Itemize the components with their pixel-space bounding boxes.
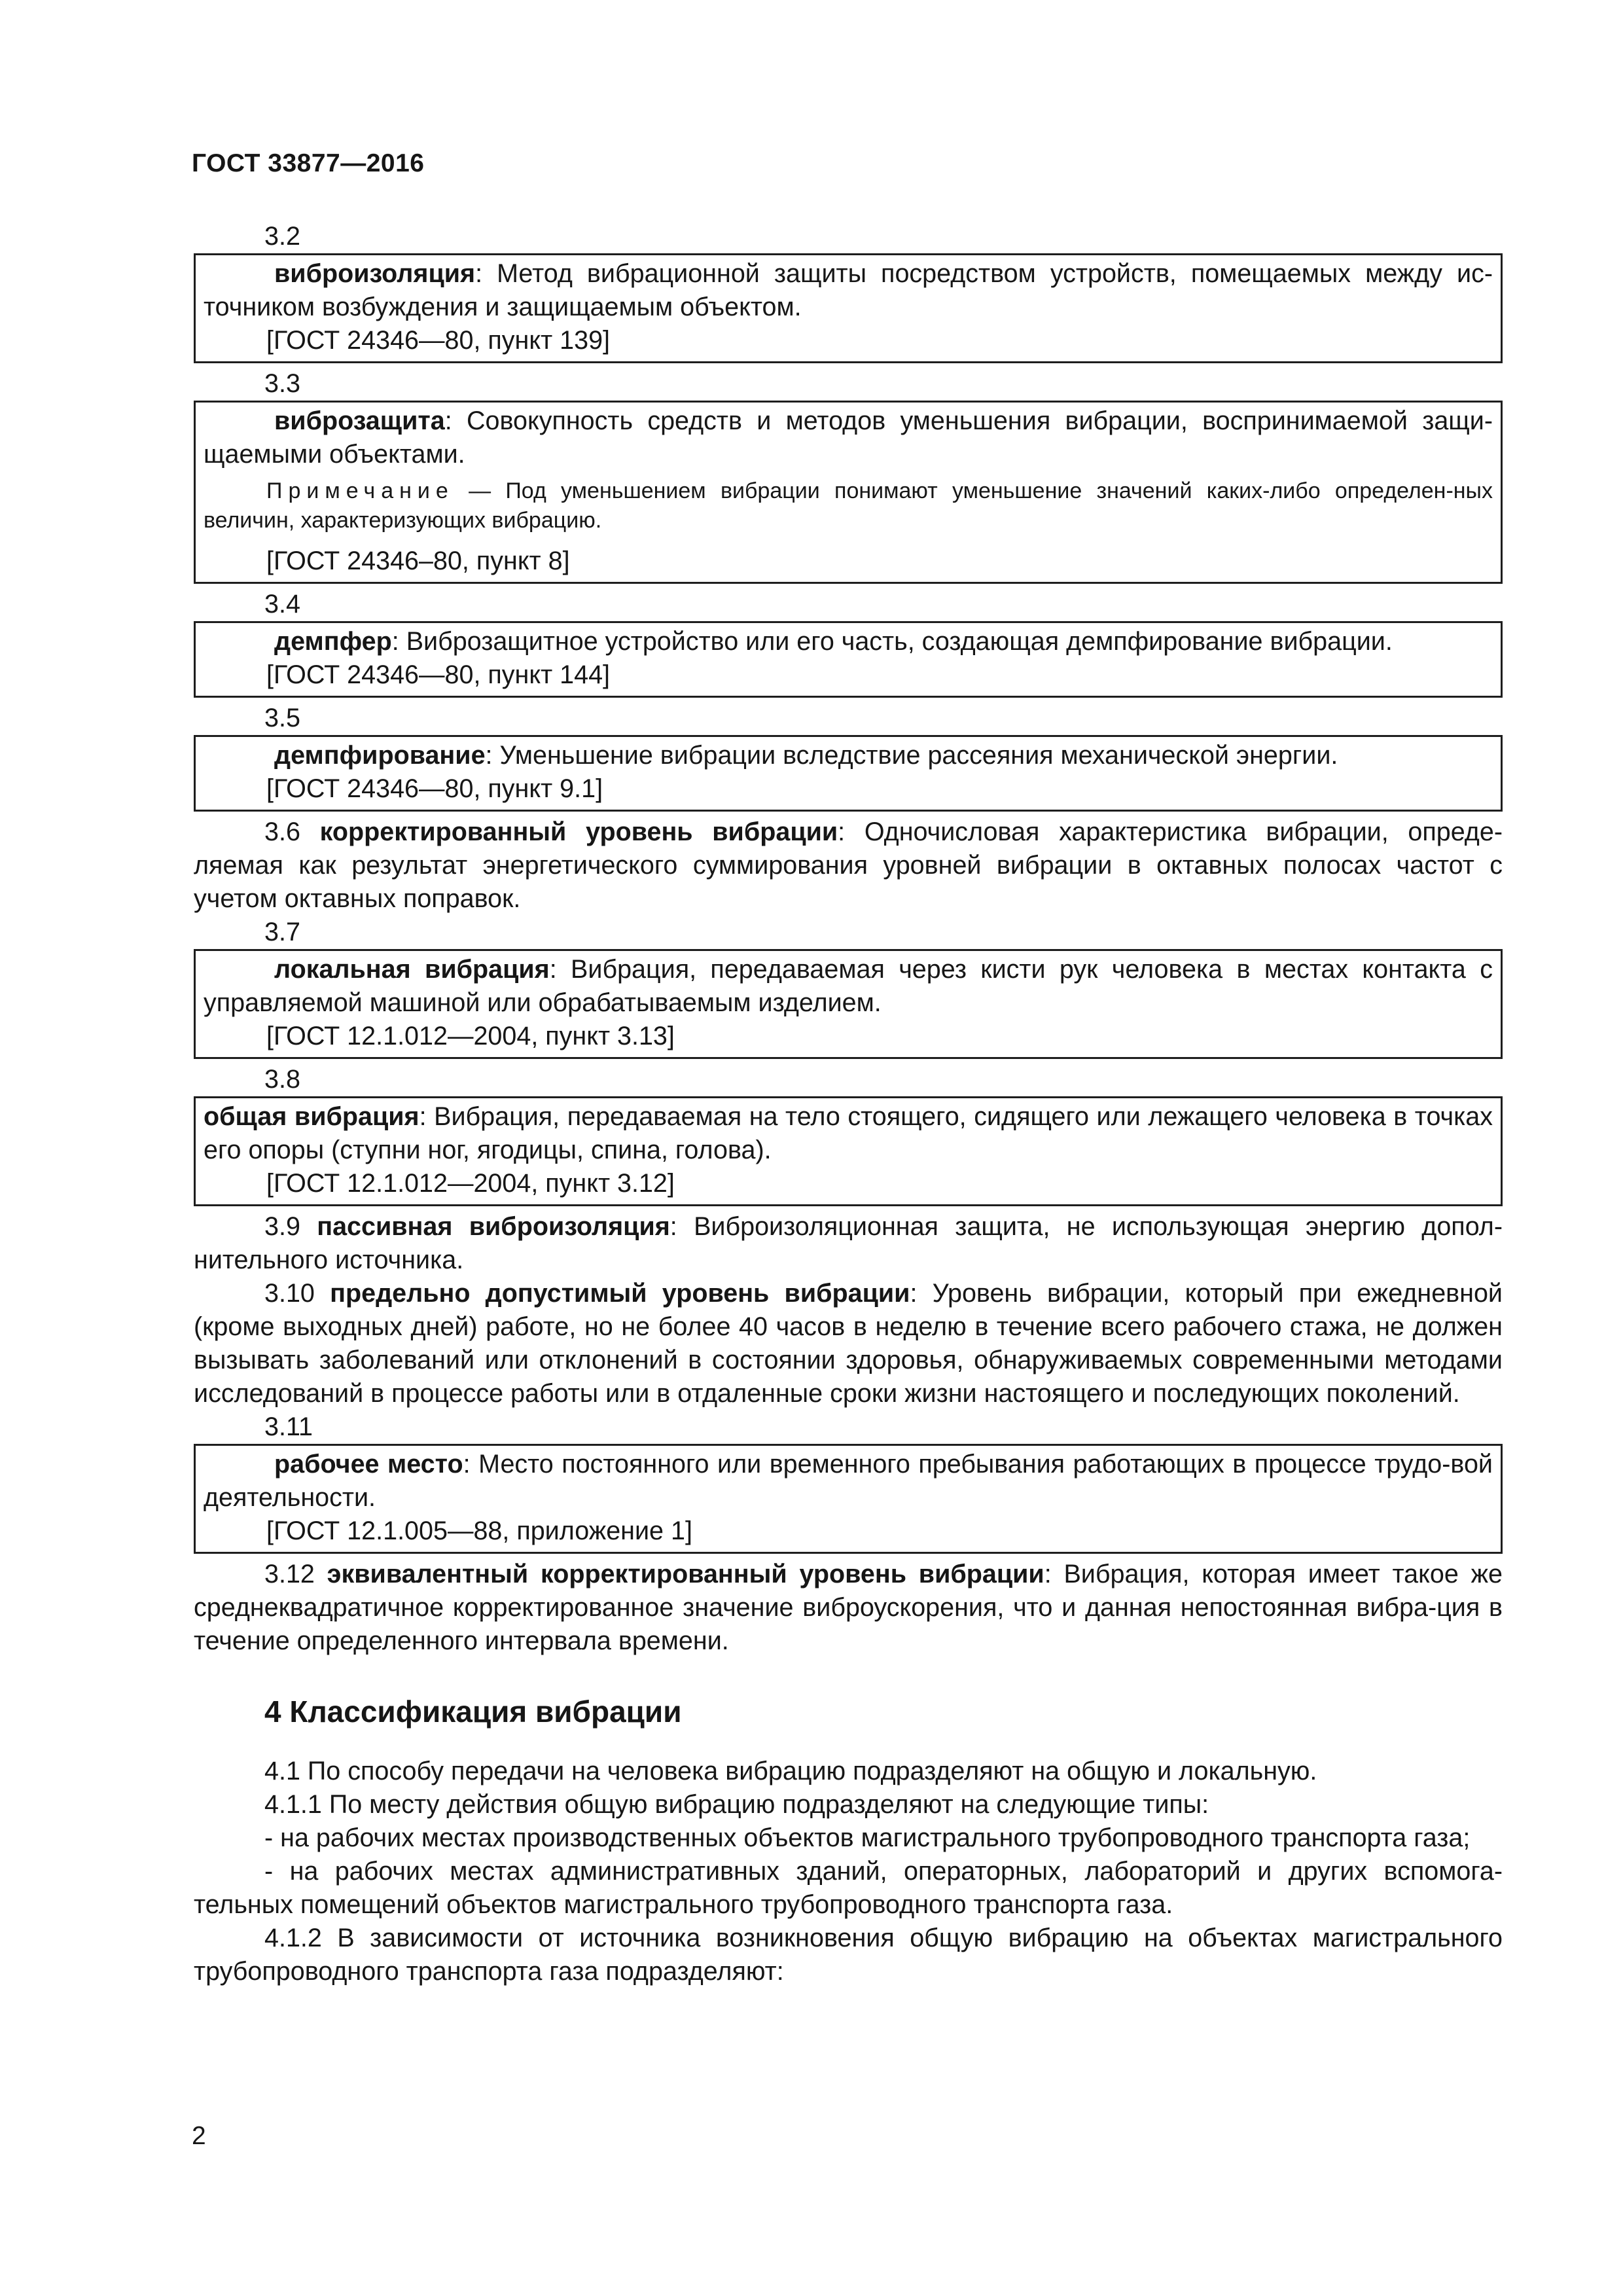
definition-term: демпфирование [274, 741, 486, 770]
definition-box [194, 1444, 1503, 1554]
definition-text: локальная вибрация: Вибрация, передаваемая через кисти рук человека в местах контакта с управляемой машиной или обрабатываемым изделием. [204, 955, 1493, 1017]
definition-paragraph: 3.12 эквивалентный корректированный уровень вибрации: Вибрация, которая имеет такое же среднеквадратичное корректированное значение виброускорения, что и данная непостоянная вибра-ция в течение определенного интервала времени. [194, 1560, 1503, 1655]
definition-source: [ГОСТ 12.1.012—2004, пункт 3.13] [266, 1022, 675, 1050]
definition-term: виброизоляция [274, 259, 476, 288]
definition-paragraph: 3.6 корректированный уровень вибрации: Одночисловая характеристика вибрации, опреде-ляемая как результат энергетического суммирования уровней вибрации в октавных полосах частот с учетом октавных поправок. [194, 817, 1503, 913]
page-number: 2 [192, 2122, 206, 2150]
definition-box [194, 1096, 1503, 1206]
document-header: ГОСТ 33877—2016 [192, 149, 425, 177]
definition-number: 3.11 [264, 1412, 313, 1441]
list-item: - на рабочих местах административных зданий, операторных, лабораторий и других вспомога-тельных помещений объектов магистрального трубопроводного транспорта газа. [194, 1857, 1503, 1919]
definition-number: 3.4 [264, 590, 300, 619]
definition-box [194, 253, 1503, 363]
definition-source: [ГОСТ 24346—80, пункт 9.1] [266, 774, 603, 803]
definition-source: [ГОСТ 12.1.012—2004, пункт 3.12] [266, 1169, 675, 1198]
definition-number: 3.5 [264, 704, 300, 732]
definition-number: 3.8 [264, 1065, 300, 1094]
definition-term: корректированный уровень вибрации [319, 817, 838, 846]
section-heading: 4 Классификация вибрации [264, 1695, 682, 1729]
definition-paragraph: 3.9 пассивная виброизоляция: Виброизоляционная защита, не использующая энергию допол-нительного источника. [194, 1212, 1503, 1274]
definition-text: демпфирование: Уменьшение вибрации вследствие рассеяния механической энергии. [274, 741, 1338, 770]
document-body [194, 220, 1503, 1988]
definition-text: демпфер: Виброзащитное устройство или его часть, создающая демпфирование вибрации. [274, 627, 1393, 656]
definition-term: пассивная виброизоляция [317, 1212, 670, 1241]
definition-source: [ГОСТ 24346—80, пункт 144] [266, 660, 611, 689]
definition-term: демпфер [274, 627, 392, 656]
definition-term: предельно допустимый уровень вибрации [330, 1279, 910, 1308]
note-label: Примечание [266, 478, 454, 503]
definition-term: виброзащита [274, 406, 445, 435]
definition-source: [ГОСТ 24346–80, пункт 8] [266, 547, 570, 575]
list-item: - на рабочих местах производственных объектов магистрального трубопроводного транспорта газа; [264, 1823, 1471, 1852]
definition-number: 3.2 [264, 222, 300, 251]
definition-note: Примечание — Под уменьшением вибрации понимают уменьшение значений каких-либо определен-ных величин, характеризующих вибрацию. [204, 478, 1493, 533]
section-paragraph: 4.1 По способу передачи на человека вибрацию подразделяют на общую и локальную. [264, 1757, 1317, 1785]
definition-box [194, 735, 1503, 812]
definition-text: виброизоляция: Метод вибрационной защиты посредством устройств, помещаемых между ис-точником возбуждения и защищаемым объектом. [204, 259, 1493, 321]
definition-paragraph: 3.10 предельно допустимый уровень вибрации: Уровень вибрации, который при ежедневной (кроме выходных дней) работе, но не более 40 часов в неделю в течение всего рабочего стажа, не должен вызывать заболеваний или отклонений в состоянии здоровья, обнаруживаемых современными методами исследований в процессе работы или в отдаленные сроки жизни настоящего и последующих поколений. [194, 1279, 1503, 1408]
definition-box [194, 949, 1503, 1059]
section-paragraph: 4.1.1 По месту действия общую вибрацию подразделяют на следующие типы: [264, 1790, 1209, 1819]
definition-term: локальная вибрация [274, 955, 550, 984]
definition-text: рабочее место: Место постоянного или временного пребывания работающих в процессе трудо-вой деятельности. [204, 1450, 1493, 1512]
definition-number: 3.3 [264, 369, 300, 398]
section-paragraph: 4.1.2 В зависимости от источника возникновения общую вибрацию на объектах магистрального трубопроводного транспорта газа подразделяют: [194, 1924, 1503, 1986]
definition-box [194, 401, 1503, 584]
definition-text: общая вибрация: Вибрация, передаваемая на тело стоящего, сидящего или лежащего человека в точках его опоры (ступни ног, ягодицы, спина, голова). [204, 1102, 1493, 1164]
definition-term: рабочее место [274, 1450, 463, 1479]
definition-text: виброзащита: Совокупность средств и методов уменьшения вибрации, воспринимаемой защи-щаемыми объектами. [204, 406, 1493, 469]
definition-term: эквивалентный корректированный уровень вибрации [327, 1560, 1044, 1588]
definition-term: общая вибрация [204, 1102, 419, 1131]
definition-source: [ГОСТ 24346—80, пункт 139] [266, 326, 611, 355]
definition-source: [ГОСТ 12.1.005—88, приложение 1] [266, 1516, 692, 1545]
definition-box [194, 621, 1503, 698]
definition-number: 3.7 [264, 918, 300, 946]
